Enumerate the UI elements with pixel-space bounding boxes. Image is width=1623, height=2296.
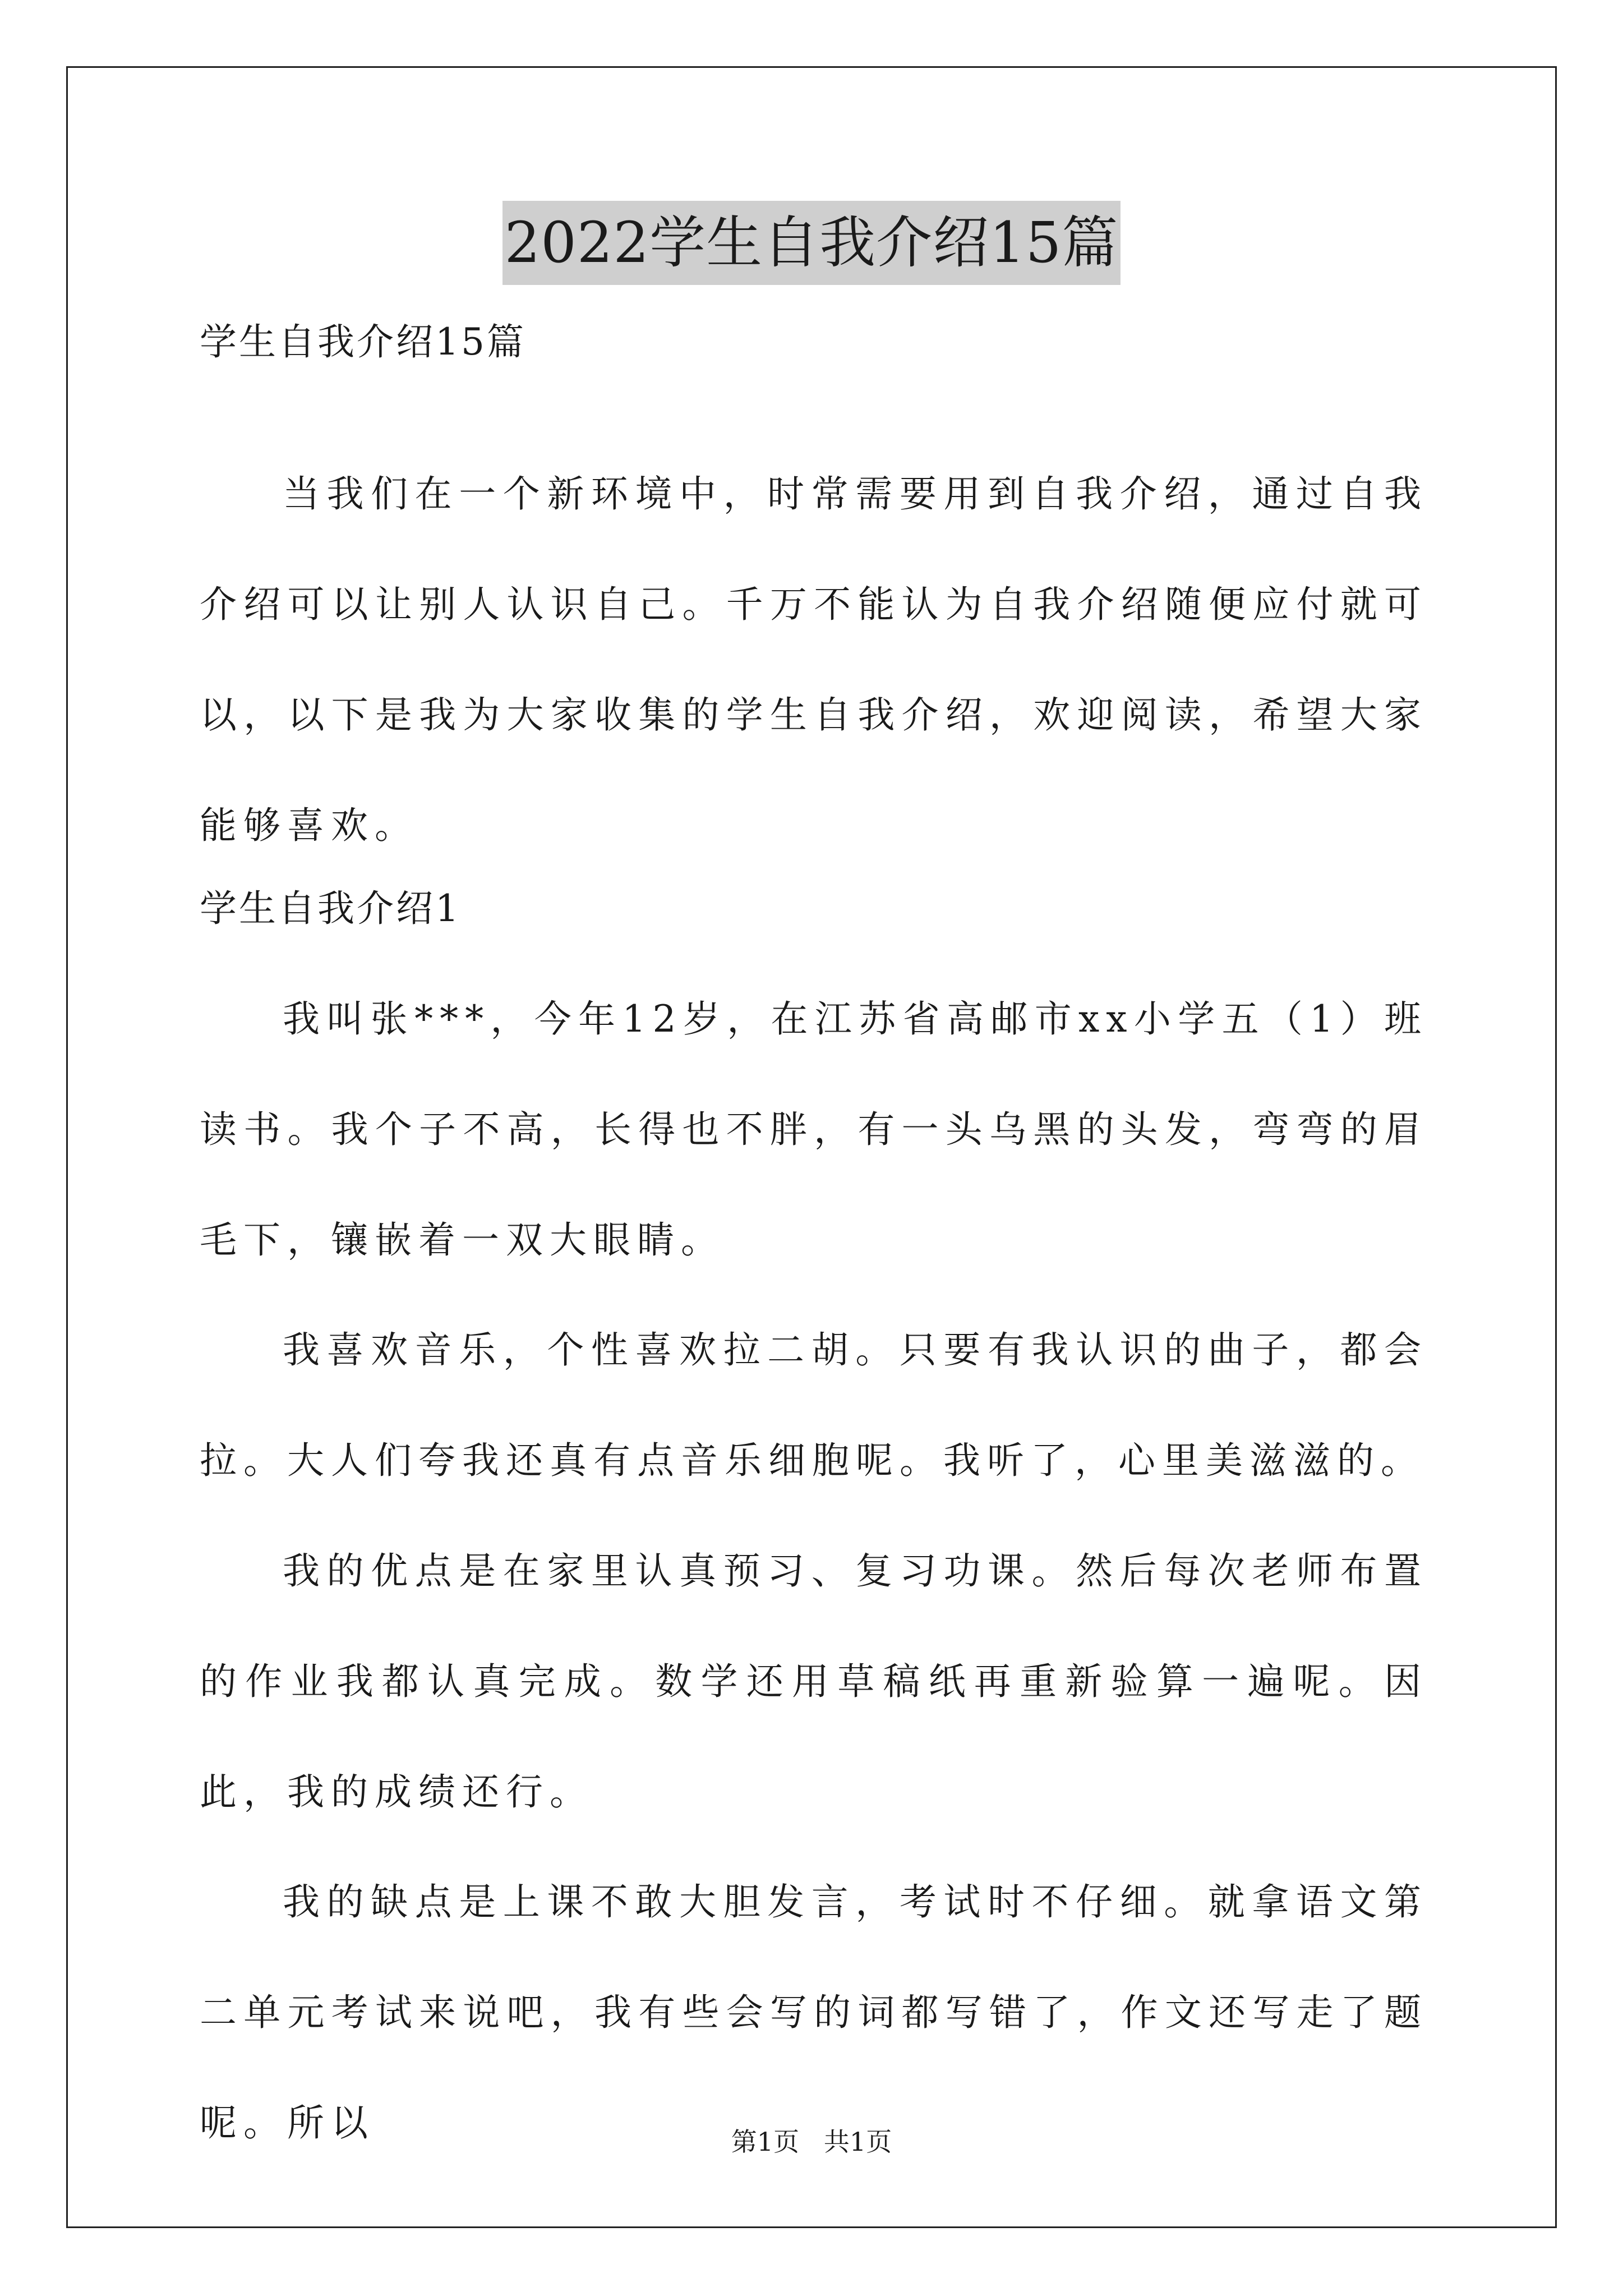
body-paragraph: 我的优点是在家里认真预习、复习功课。然后每次老师布置的作业我都认真完成。数学还用草稿纸再重新验算一遍呢。因此，我的成绩还行。 (200, 1549, 1428, 1814)
section-heading: 学生自我介绍1 (200, 887, 461, 930)
intro-paragraph: 当我们在一个新环境中，时常需要用到自我介绍，通过自我介绍可以让别人认识自己。千万不能认为自我介绍随便应付就可以，以下是我为大家收集的学生自我介绍，欢迎阅读，希望大家能够喜欢。 (200, 472, 1428, 847)
document-subtitle: 学生自我介绍15篇 (200, 320, 526, 364)
body-paragraph: 我喜欢音乐，个性喜欢拉二胡。只要有我认识的曲子，都会拉。大人们夸我还真有点音乐细胞呢。我听了，心里美滋滋的。 (200, 1328, 1428, 1482)
document-title: 2022学生自我介绍15篇 (502, 201, 1121, 285)
body-paragraph: 我的缺点是上课不敢大胆发言，考试时不仔细。就拿语文第二单元考试来说吧，我有些会写的词都写错了，作文还写走了题呢。所以 (200, 1880, 1428, 2145)
page-footer: 第1页 共1页 (731, 2127, 892, 2157)
body-paragraph: 我叫张***，今年12岁，在江苏省高邮市xx小学五（1）班读书。我个子不高，长得也不胖，有一头乌黑的头发，弯弯的眉毛下，镶嵌着一双大眼睛。 (200, 997, 1428, 1262)
title-container (0, 201, 1623, 285)
